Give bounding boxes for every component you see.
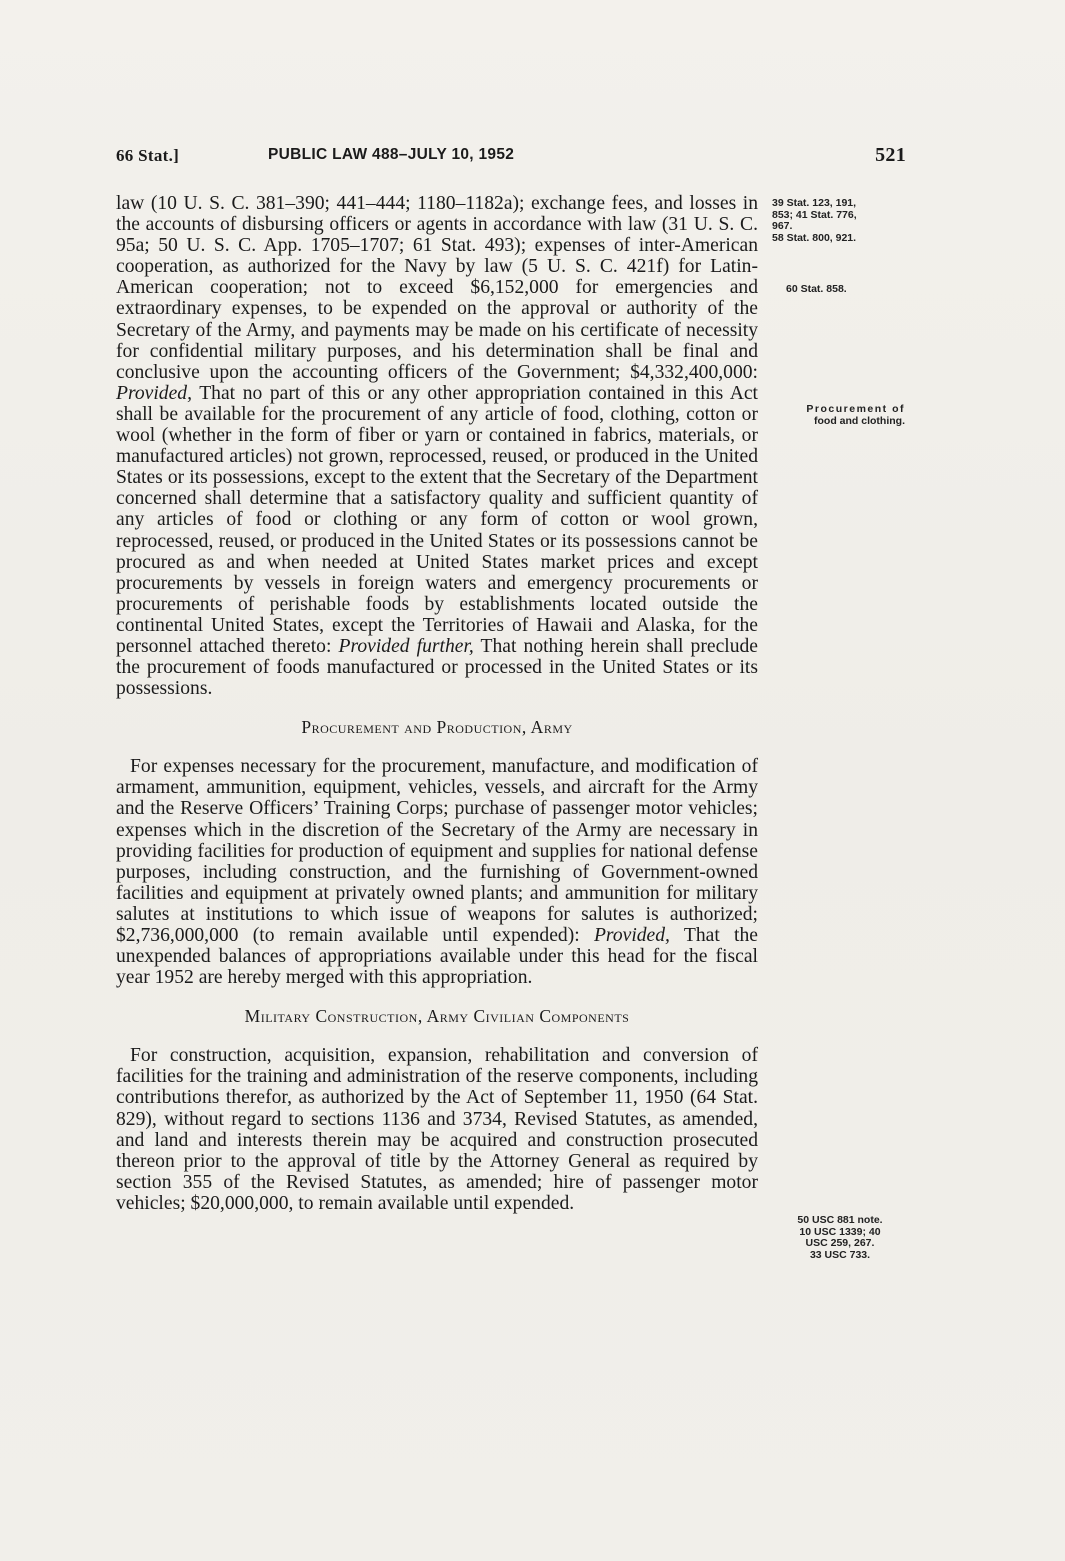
para1-b-text: That no part of this or any other appropriation contained in this Act shall be available for the procurement of any article of food, clothing, cotton or wool (whether in the form of fiber or yarn or contained in fabrics, materials, or manufactured articles) not grown, reprocessed, reused, or produced in the United States or its possessions, except to the extent that the Secretary of the Department concerned shall determine that a satisfactory quality and sufficient quantity of any articles of food or clothing or any form of cotton or wool grown, reprocessed, reused, or produced in the United States or its possessions cannot be procured as and when needed at United States market prices and except procurements by vessels in foreign waters and emergency procurements or procurements of perishable foods by establishments located outside the continental United States, except the Territories of Hawaii and Alaska, for the personnel attached thereto: xyxy=(116,382,758,657)
margin-note-60-stat xyxy=(786,284,926,296)
paragraph-continuation xyxy=(116,193,758,699)
page-title: PUBLIC LAW 488–JULY 10, 1952 xyxy=(268,146,515,163)
margin-note-line: 853; 41 Stat. 776, xyxy=(772,208,857,221)
margin-note-line: 50 USC 881 note. xyxy=(797,1214,883,1226)
margin-note-statutes xyxy=(772,198,912,244)
para2-a-text: For expenses necessary for the procurement, manufacture, and modification of armament, ammunition, equipment, vehicles, vessels, and aircraft for the Army and the Reserve Officers’ Training Corps; purchase of passenger motor vehicles; expenses which in the discretion of the Secretary of the Army are necessary in providing facilities for production of equipment and supplies for national defense purposes, including construction, and the furnishing of Government-owned facilities and equipment at privately owned plants; and ammunition for military salutes at institutions to which issue of weapons for salutes is authorized; $2,736,000,000 (to remain available until expended): xyxy=(116,756,758,946)
page-number: 521 xyxy=(875,144,906,166)
margin-note-usc xyxy=(775,1215,905,1261)
provided-keyword-2: Provided, xyxy=(593,925,670,946)
margin-note-line: 967. xyxy=(772,220,793,232)
provided-further-keyword: Provided further, xyxy=(338,635,474,657)
margin-note-line: USC 259, 267. xyxy=(805,1237,875,1249)
main-text-column xyxy=(116,193,758,1214)
volume-citation: 66 Stat.] xyxy=(116,146,180,165)
para1-c-text: That nothing herein shall preclude the procurement of foods manufactured or processed in the United States or its possessions. xyxy=(116,635,758,700)
provided-keyword: Provided, xyxy=(116,382,192,404)
section-heading-military-construction: Military Construction, Army Civilian Components xyxy=(244,1006,630,1027)
para1-text: law (10 U. S. C. 381–390; 441–444; 1180–1182a); exchange fees, and losses in the accounts of disbursing officers or agents in accordance with law (31 U. S. C. 95a; 50 U. S. C. App. 1705–1707; 61 Stat. 493); expenses of inter-American cooperation, as authorized for the Navy by law (5 U. S. C. 421f) for Latin-American cooperation; not to exceed $6,152,000 for emergencies and extraordinary expenses, to be expended on the approval or authority of the Secretary of the Army, and payments may be made on his certificate of necessity for confidential military purposes, and his determination shall be final and conclusive upon the accounting officers of the Government; $4,332,400,000: xyxy=(116,193,758,383)
margin-note-line: 39 Stat. 123, 191, xyxy=(772,197,857,209)
running-header xyxy=(116,146,906,172)
para2-b-text: That the unexpended balances of appropriations available under this head for the fiscal year 1952 are hereby merged with this appropriation. xyxy=(116,925,758,989)
paragraph-procurement xyxy=(116,756,758,988)
margin-note-line: 60 Stat. 858. xyxy=(786,283,847,295)
paragraph-military-construction: For construction, acquisition, expansion, rehabilitation and conversion of facilities for the training and administration of the reserve components, including contributions therefor, as authorized by the Act of September 11, 1950 (64 Stat. 829), without regard to sections 1136 and 3734, Revised Statutes, as amended, and land and interests therein may be acquired and construction prosecuted thereon prior to the approval of title by the Attorney General as required by section 355 of the Revised Statutes, as amended; hire of passenger motor vehicles; $20,000,000, to remain available until expended. xyxy=(116,1045,758,1214)
margin-note-procurement xyxy=(775,404,905,427)
margin-note-line: 10 USC 1339; 40 xyxy=(799,1225,881,1238)
margin-note-line: Procurement of xyxy=(806,403,905,415)
margin-note-line: 58 Stat. 800, 921. xyxy=(772,231,857,244)
margin-note-line: food and clothing. xyxy=(814,414,905,427)
margin-note-line: 33 USC 733. xyxy=(809,1248,871,1261)
section-heading-procurement: Procurement and Production, Army xyxy=(301,717,573,738)
